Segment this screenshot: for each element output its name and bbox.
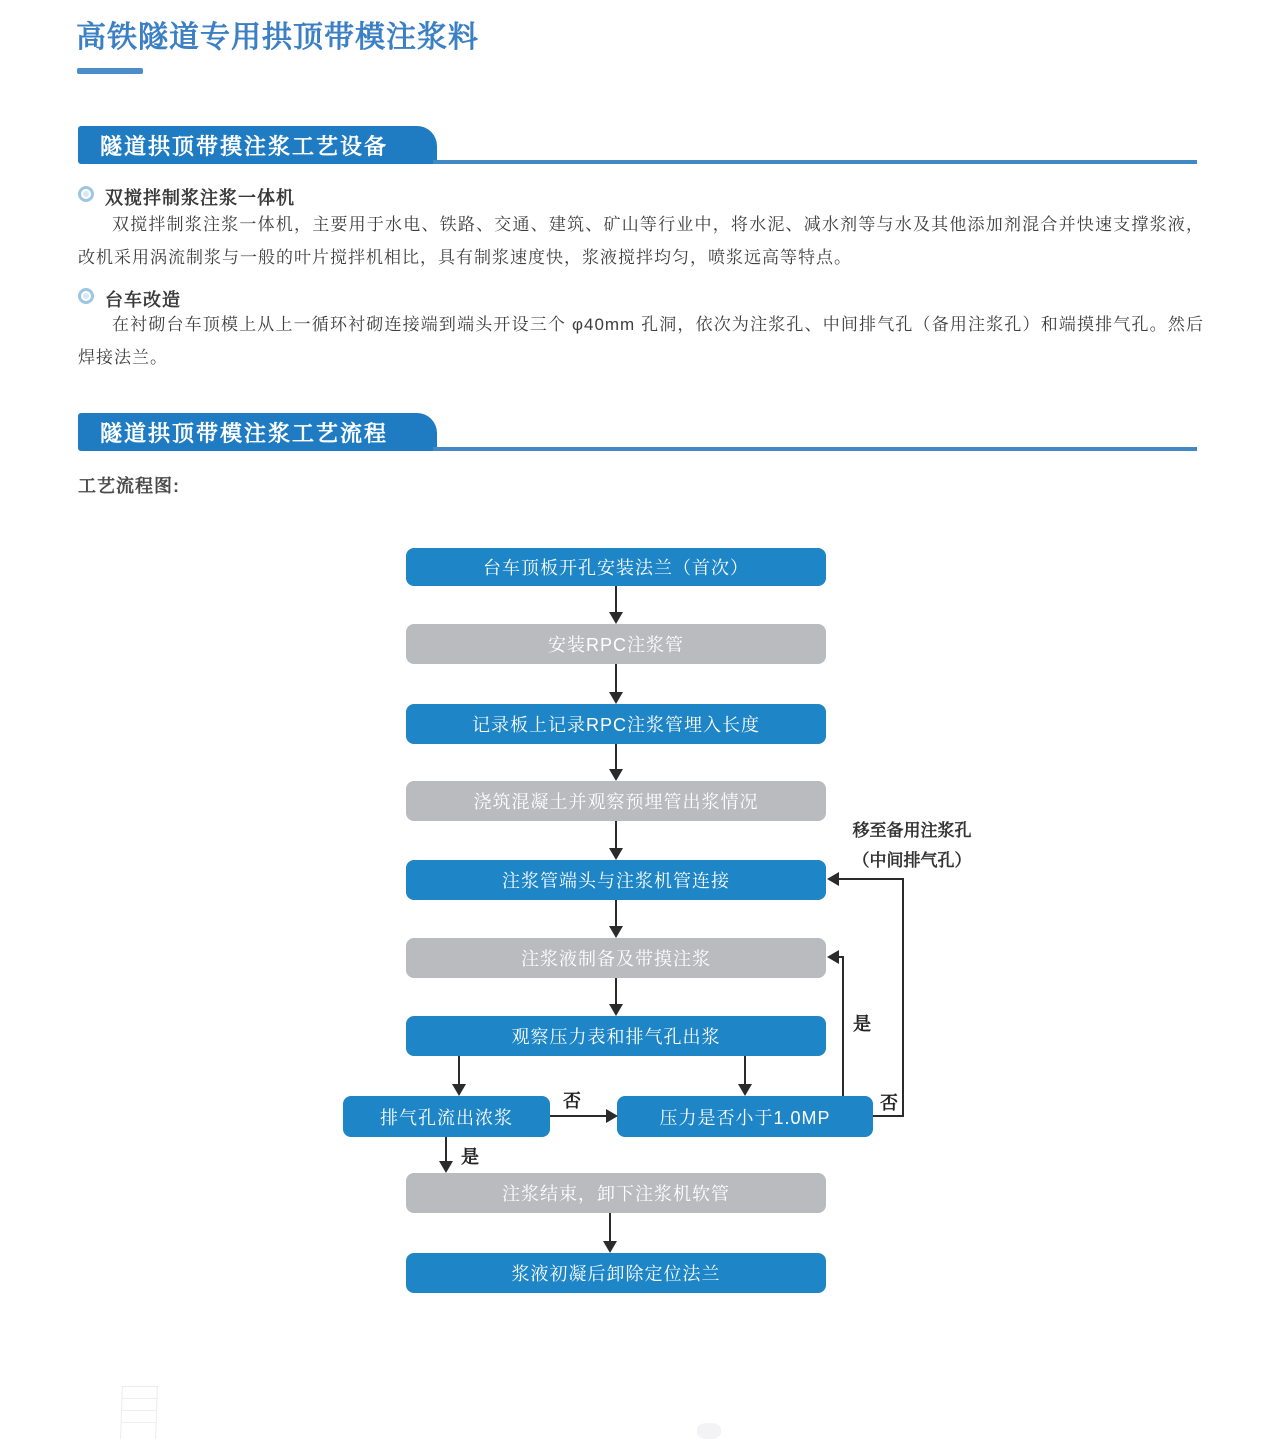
arrow-left-icon	[827, 950, 839, 964]
page-title: 高铁隧道专用拱顶带模注浆料	[76, 21, 479, 54]
section-banner-equipment-label: 隧道拱顶带摸注浆工艺设备	[100, 133, 389, 159]
title-underline	[77, 68, 143, 74]
arrow-down-icon	[439, 1161, 453, 1173]
flowchart-caption: 工艺流程图:	[78, 476, 180, 496]
arrow-down-icon	[609, 769, 623, 781]
circle-bullet-icon	[78, 288, 94, 304]
item-body-mixer: 双搅拌制浆注浆一体机，主要用于水电、铁路、交通、建筑、矿山等行业中，将水泥、减水剂等与水及其他添加剂混合并快速支撑浆液，改机采用涡流制浆与一般的叶片搅拌机相比，具有制浆速度快，浆液搅拌均匀，喷浆远高等特点。	[78, 215, 1204, 267]
flow-node-install-rpc-pipe: 安装RPC注浆管	[406, 624, 826, 664]
circle-bullet-icon	[78, 186, 94, 202]
loop-line-no	[902, 878, 904, 1117]
connector-line	[744, 1056, 746, 1084]
banner-rule-process	[433, 447, 1197, 451]
section-banner-equipment	[78, 126, 437, 164]
flow-node-drill-flange: 台车顶板开孔安装法兰（首次）	[406, 548, 826, 586]
connector-line	[615, 744, 617, 769]
connector-line	[458, 1056, 460, 1084]
connector-line	[445, 1137, 447, 1161]
section-banner-process	[78, 413, 437, 451]
arrow-down-icon	[603, 1241, 617, 1253]
banner-rule-equipment	[433, 160, 1197, 164]
flow-node-prepare-grout: 注浆液制备及带摸注浆	[406, 938, 826, 978]
item-heading-mixer: 双搅拌制浆注浆一体机	[105, 188, 295, 208]
flow-node-record-length: 记录板上记录RPC注浆管埋入长度	[406, 704, 826, 744]
connector-line	[615, 978, 617, 1004]
flow-node-pour-concrete: 浇筑混凝土并观察预埋管出浆情况	[406, 781, 826, 821]
edge-label-yes-loop: 是	[853, 1014, 871, 1034]
item-heading-trolley: 台车改造	[105, 290, 181, 310]
loop-annotation	[835, 816, 989, 876]
connector-line	[550, 1115, 606, 1117]
arrow-down-icon	[609, 1004, 623, 1016]
connector-line	[615, 586, 617, 612]
flow-node-connect-machine: 注浆管端头与注浆机管连接	[406, 860, 826, 900]
loop-annotation-line2: （中间排气孔）	[852, 851, 972, 870]
flow-node-vent-thick-grout: 排气孔流出浓浆	[343, 1096, 550, 1137]
arrow-down-icon	[609, 926, 623, 938]
flow-node-pressure-check: 压力是否小于1.0MP	[617, 1096, 873, 1137]
arrow-down-icon	[738, 1084, 752, 1096]
flow-node-remove-flange: 浆液初凝后卸除定位法兰	[406, 1253, 826, 1293]
section-banner-process-label: 隧道拱顶带模注浆工艺流程	[100, 420, 389, 446]
connector-line	[615, 664, 617, 692]
edge-label-yes: 是	[461, 1147, 479, 1167]
flow-node-observe-gauge: 观察压力表和排气孔出浆	[406, 1016, 826, 1056]
loop-line-no	[838, 878, 904, 880]
arrow-down-icon	[609, 848, 623, 860]
connector-line	[615, 900, 617, 926]
edge-label-no-loop: 否	[880, 1093, 898, 1113]
item-body-trolley: 在衬砌台车顶模上从上一循环衬砌连接端到端头开设三个 φ40mm 孔洞，依次为注浆孔、中间排气孔（备用注浆孔）和端摸排气孔。然后焊接法兰。	[78, 315, 1204, 367]
connector-line	[615, 821, 617, 848]
loop-line-yes	[842, 956, 844, 1096]
arrow-down-icon	[609, 692, 623, 704]
arrow-down-icon	[609, 612, 623, 624]
loop-line-no	[873, 1115, 904, 1117]
arrow-down-icon	[452, 1084, 466, 1096]
watermark-building	[120, 1386, 158, 1439]
loop-annotation-line1: 移至备用注浆孔	[852, 821, 972, 840]
flow-node-end-grouting: 注浆结束，卸下注浆机软管	[406, 1173, 826, 1213]
arrow-right-icon	[606, 1109, 618, 1123]
watermark-smudge	[697, 1423, 721, 1439]
edge-label-no: 否	[563, 1091, 581, 1111]
connector-line	[609, 1213, 611, 1241]
